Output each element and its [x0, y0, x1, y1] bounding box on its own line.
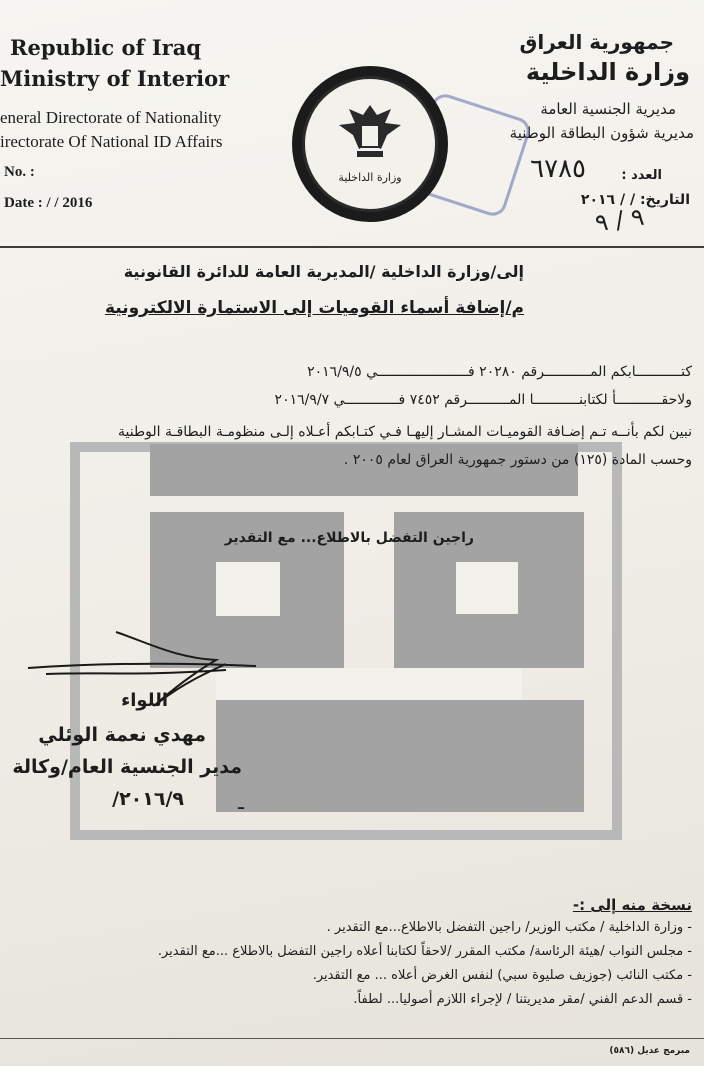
signatory-name: مهدي نعمة الوئلي	[38, 724, 206, 746]
signature-date: ٢٠١٦/٩/	[112, 788, 184, 810]
country-name-ar: جمهورية العراق	[519, 30, 674, 54]
seal-inner-ring	[302, 76, 438, 212]
copy-item-3: - مكتب النائب (جوزيف صليوة سبي) لنفس الغرض أعلاه ... مع التقدير.	[312, 968, 692, 983]
footer-divider	[0, 1038, 704, 1039]
directorate-name-en: eneral Directorate of Nationality	[0, 108, 222, 127]
watermark-window-left	[216, 562, 280, 616]
copies-heading: نسخة منه إلى :-	[572, 896, 692, 914]
copy-item-2: - مجلس النواب /هيئة الرئاسة/ مكتب المقرر /لاحقاً لكتابنا أعلاه راجين التفضل بالاطلاع ...مع التقدير.	[157, 944, 692, 959]
seal-text: وزارة الداخلية	[338, 171, 402, 184]
paragraph-line-1: نبين لكم بأنــه تـم إضـافة القوميـات المشـار إليهـا فـي كتـابكم أعـلاه إلـى منظومـة البطاقـة الوطنية	[118, 424, 692, 440]
sub-directorate-name-en: irectorate Of National ID Affairs	[0, 132, 223, 151]
signature-date-hand: ـ	[238, 790, 244, 814]
number-label-en: No. :	[4, 164, 35, 180]
signatory-rank: اللواء	[121, 690, 168, 711]
ministry-name-ar: وزارة الداخلية	[525, 58, 690, 86]
recipient-line: إلى/وزارة الداخلية /المديرية العامة للدائرة القانونية	[123, 262, 524, 281]
header-divider	[0, 246, 704, 248]
signatory-title: مدير الجنسية العام/وكالة	[12, 756, 242, 778]
date-label-ar: التاريخ: / / ٢٠١٦	[580, 192, 690, 208]
eagle-emblem-icon	[305, 79, 435, 209]
closing-line: راجين التفضل بالاطلاع... مع التقدير	[224, 530, 474, 546]
reference-line-1: كتـــــــــــابكم المـــــــــــرقم ٢٠٢٨٠ فــــــــــــــــــــــي ٢٠١٦/٩/٥	[307, 364, 692, 380]
directorate-name-ar: مديرية الجنسية العامة	[540, 100, 676, 118]
number-label-ar: العدد :	[621, 168, 662, 183]
copy-item-1: - وزارة الداخلية / مكتب الوزير/ راجين التفضل بالاطلاع...مع التقدير .	[326, 920, 692, 935]
number-handwritten: ٦٧٨٥	[530, 154, 586, 184]
copy-item-4: - قسم الدعم الفني /مقر مديريتنا / لإجراء اللازم أصوليا... لطفاً.	[353, 992, 692, 1007]
ministry-name-en: Ministry of Interior	[0, 66, 230, 91]
watermark-window-right	[456, 562, 518, 614]
reference-line-2: ولاحقـــــــــــأ لكتابنـــــــــــا المــــــــــرقم ٧٤٥٢ فـــــــــــــي ٢٠١٦/٩/٧	[274, 392, 692, 408]
signature-scribble-icon	[26, 620, 286, 730]
ministry-seal	[292, 66, 448, 222]
date-label-en: Date : / / 2016	[4, 195, 93, 211]
sub-directorate-name-ar: مديرية شؤون البطاقة الوطنية	[509, 124, 694, 142]
footer-note: مبرمج عديل (٥٨٦)	[609, 1046, 690, 1056]
country-name-en: Republic of Iraq	[10, 35, 202, 60]
subject-line: م/إضافة أسماء القوميات إلى الاستمارة الالكترونية	[104, 298, 524, 318]
date-handwritten: ٩ / ٩	[593, 202, 646, 238]
paragraph-line-2: وحسب المادة (١٢٥) من دستور جمهورية العراق لعام ٢٠٠٥ .	[343, 452, 692, 468]
